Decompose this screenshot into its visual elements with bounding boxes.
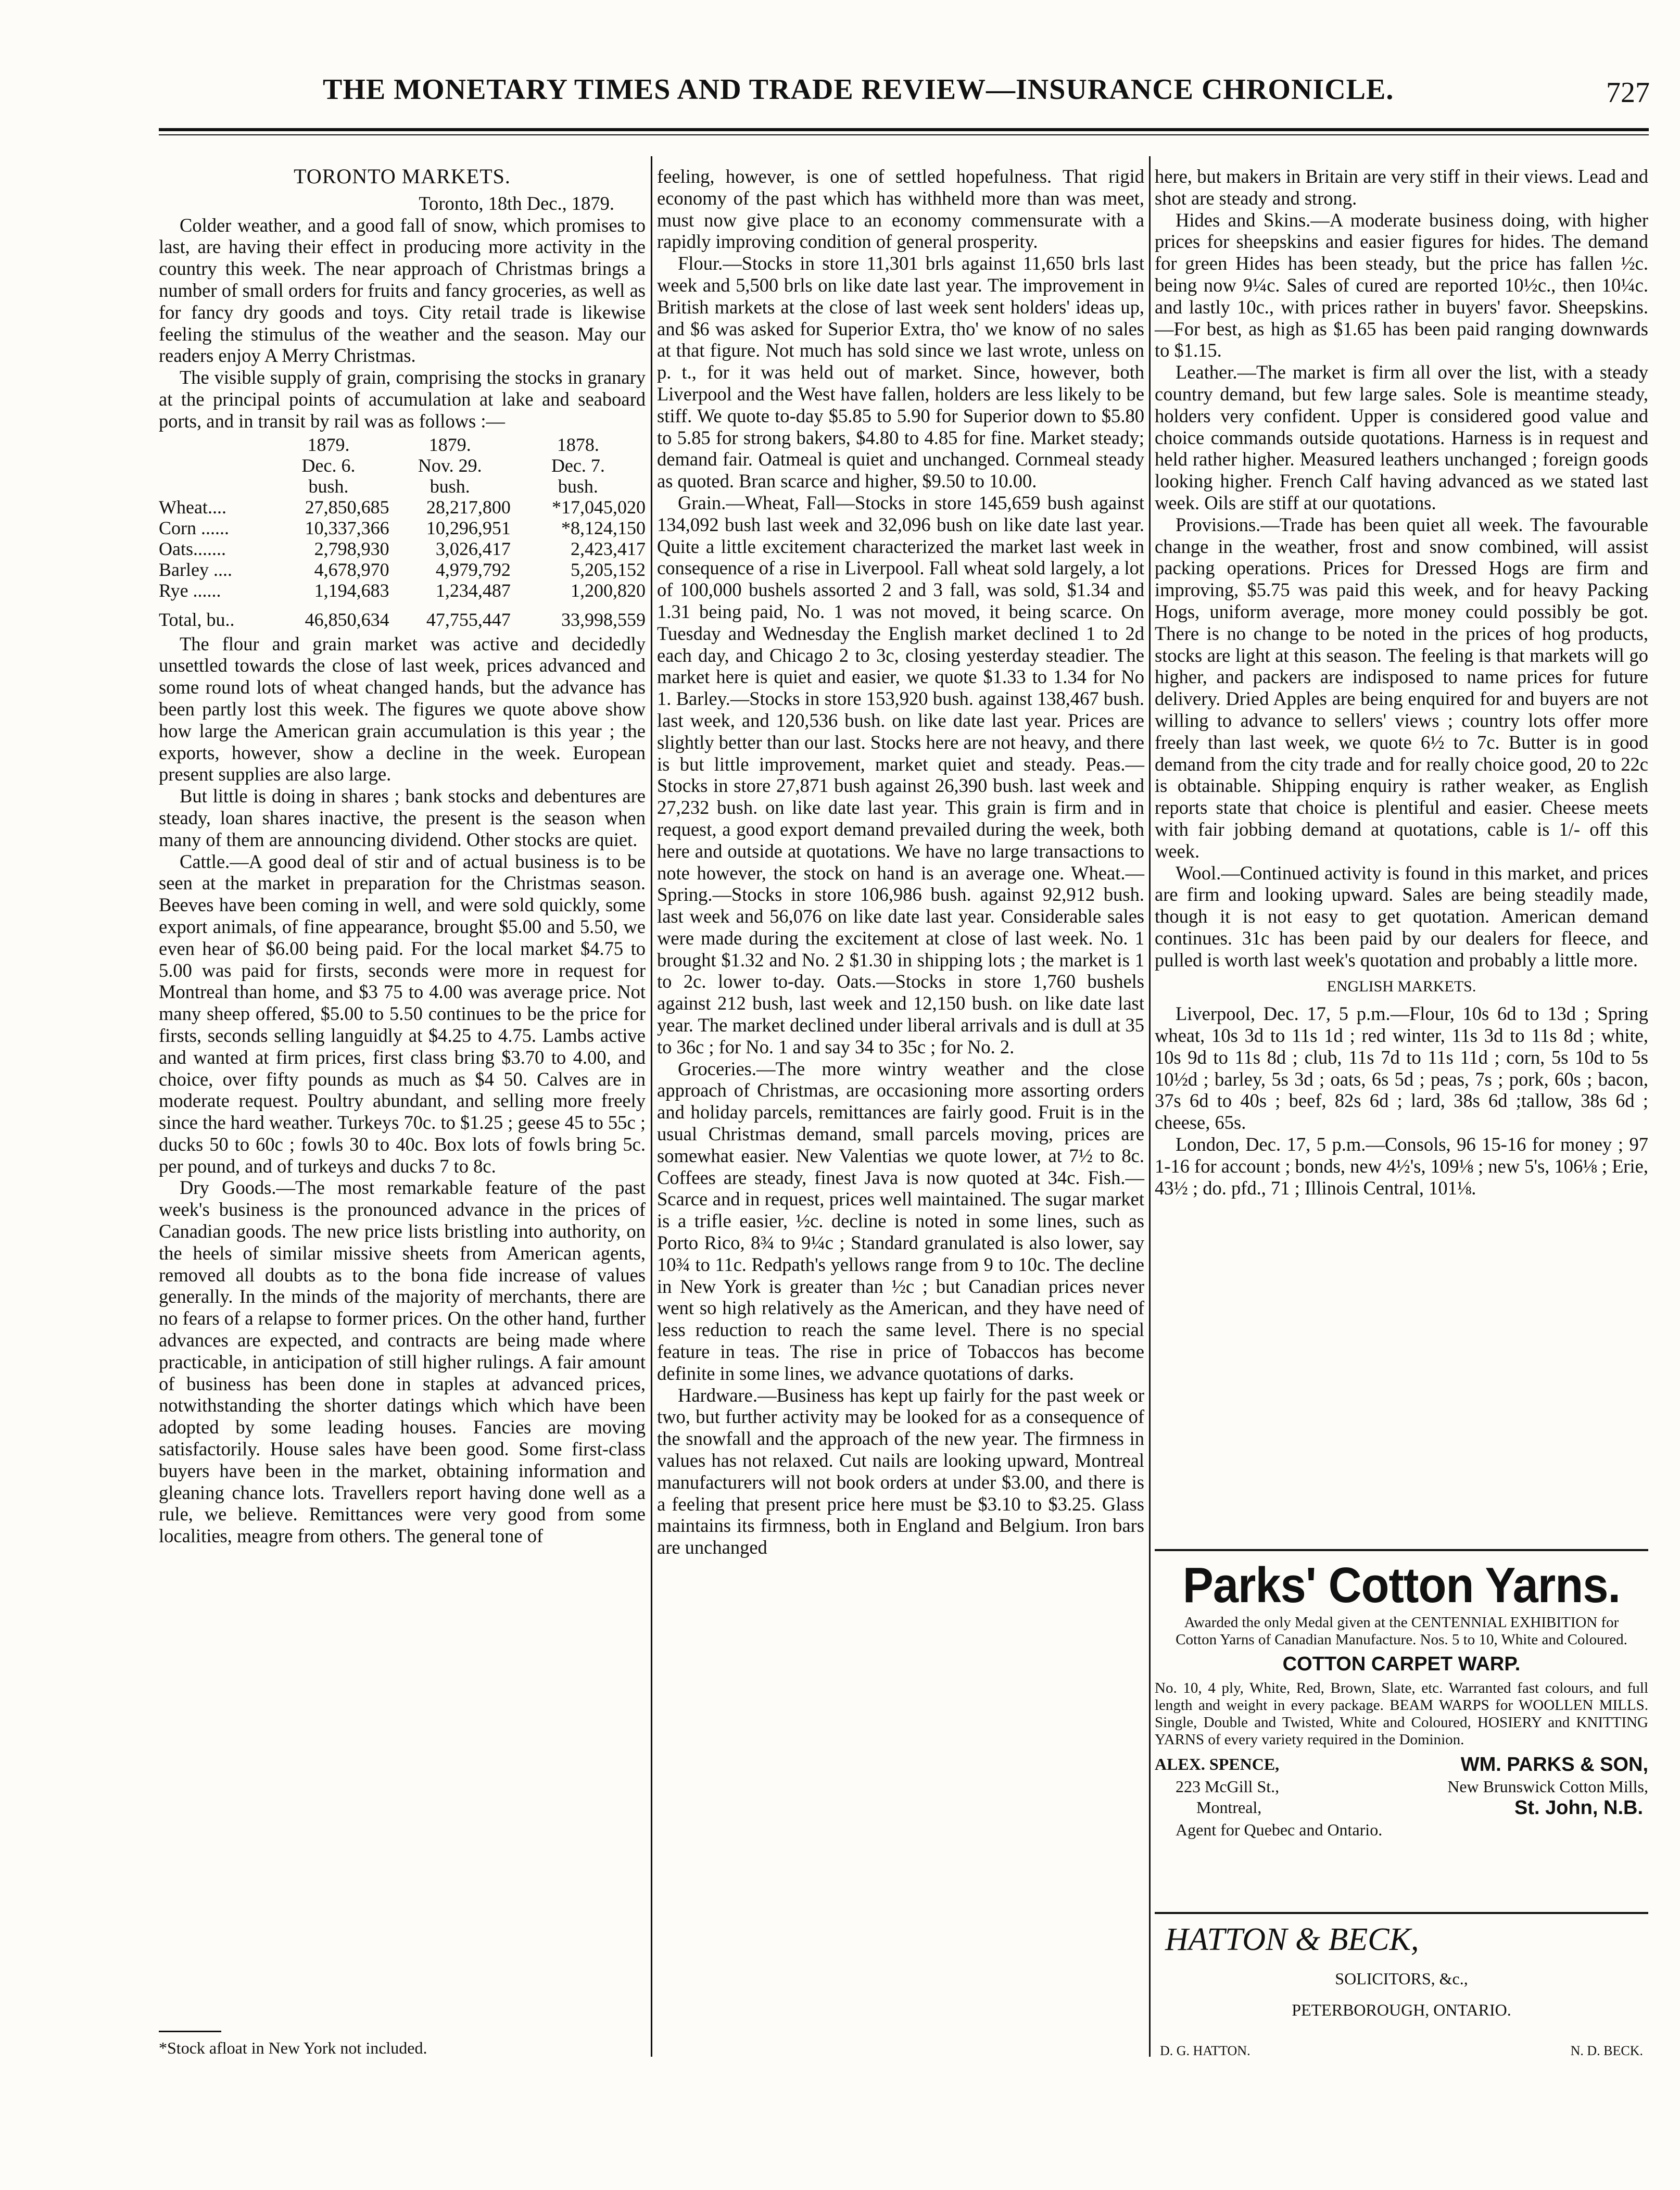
advertisement-parks (1155, 1557, 1648, 1840)
firm-name: HATTON & BECK, (1165, 1922, 1419, 1957)
article-paragraph: The flour and grain market was active and decidedly unsettled towards the close of last week, prices advanced and some round lots of wheat changed hands, but the advance has been partly lost this week. The figures we quote above show how large the American grain accumulation is this year ; the exports, however, show a decline in the week. European present supplies are also large. (159, 633, 646, 785)
grain-supply-table (159, 434, 646, 630)
table-header: Nov. 29. (418, 455, 482, 476)
table-row: Barley .... 4,678,970 4,979,792 5,205,152 (159, 559, 646, 580)
article-paragraph: Leather.—The market is firm all over the list, with a steady country demand, but few large sales. Sole is meantime steady, holders very confident. Upper is considered good value and choice commands outside quotations. Harness is in request and held rather higher. Measured leathers unchanged ; foreign goods looking higher. French Calf having advanced as we stated last week. Oils are stiff at our quotations. (1155, 361, 1648, 513)
article-paragraph: here, but makers in Britain are very stiff in their views. Lead and shot are steady and strong. (1155, 166, 1648, 209)
article-paragraph: Flour.—Stocks in store 11,301 brls against 11,650 brls last week and 5,500 brls on like date last year. The improvement in British markets at the close of last week sent holders' ideas up, and $6 was asked for Superior Extra, tho' we know of no sales at that figure. Not much has sold since we last wrote, unless on p. t., for it was held out of market. Since, however, both Liverpool and the West have fallen, holders are less likely to be stiff. We quote to-day $5.85 to 5.90 for Superior down to $5.80 to 5.85 for strong bakers, $4.80 to 4.85 for fine. Market steady; demand fair. Oatmeal is quiet and unchanged. Cornmeal steady as quoted. Bran scarce and higher, $9.50 to 10.00. (657, 253, 1144, 492)
column-1 (159, 166, 646, 1547)
ad-city: St. John, N.B. (1514, 1797, 1643, 1819)
article-paragraph: Provisions.—Trade has been quiet all week. The favourable change in the weather, frost and snow combined, will assist packing operations. Prices for Dressed Hogs are firm and improving, $5.75 was paid this week, and for heavy Packing Hogs, uniform average, more money could possibly be got. There is no change to be noted in the prices of hog products, stocks are light at this season. The feeling is that markets will go higher, and packers are indisposed to name prices for future delivery. Dried Apples are being enquired for and buyers are not willing to advance to sellers' views ; country lots offer more freely than last week, we quote 6½ to 7c. Butter is in good demand from the city trade and for really choice good, 20 to 22c is obtainable. Shipping enquiry is rather weaker, as English reports state that choice is plentiful and easier. Cheese meets with fair jobbing demand at quotations, cable is 1/- off this week. (1155, 513, 1648, 862)
table-header: 1878. (557, 434, 599, 455)
table-header: 1879. (428, 434, 471, 455)
article-paragraph: Liverpool, Dec. 17, 5 p.m.—Flour, 10s 6d to 13d ; Spring wheat, 10s 3d to 11s 1d ; red winter, 11s 3d to 11s 8d ; white, 10s 9d to 11s 8d ; club, 11s 7d to 11s 11d ; corn, 5s 10d to 5s 10½d ; barley, 5s 3d ; oats, 6s 5d ; peas, 7s ; pork, 60s ; bacon, 37s 6d to 40s ; beef, 82s 6d ; lard, 38s 6d ;tallow, 38s 6d ; cheese, 65s. (1155, 1003, 1648, 1134)
column-3 (1155, 166, 1648, 1199)
ad-agent-name: ALEX. SPENCE, (1155, 1755, 1280, 1773)
ad-company: WM. PARKS & SON, (1460, 1754, 1648, 1776)
ad-agent-address: 223 McGill St., (1176, 1777, 1280, 1796)
article-paragraph: London, Dec. 17, 5 p.m.—Consols, 96 15-16 for money ; 97 1-16 for account ; bonds, new 4½'s, 109⅛ ; new 5's, 106⅛ ; Erie, 43½ ; do. pfd., 71 ; Illinois Central, 101⅛. (1155, 1134, 1648, 1199)
article-paragraph: Hardware.—Business has kept up fairly for the past week or two, but further activity may be looked for as a consequence of the snowfall and the approach of the new year. The firmness in values has not relaxed. Cut nails are looking upward, Montreal manufacturers will not book orders at under $3.00, and there is a feeling that present price here must be $3.10 to $3.25. Glass maintains its firmness, both in England and Belgium. Iron bars are unchanged (657, 1384, 1144, 1558)
table-header: bush. (308, 475, 349, 497)
partner-name: D. G. HATTON. (1160, 2043, 1250, 2058)
dateline: Toronto, 18th Dec., 1879. (419, 192, 614, 214)
ad-agent-city: Montreal, (1196, 1798, 1262, 1817)
header-rule-thin (159, 134, 1649, 135)
column-2 (657, 166, 1144, 1558)
article-paragraph: Dry Goods.—The most remarkable feature of the past week's business is the pronounced advance in the prices of Canadian goods. The new price lists bristling into authority, on the heels of similar missive sheets from American agents, removed all doubts as to the bona fide increase of values generally. In the minds of the majority of merchants, there are no fears of a relapse to former prices. On the other hand, further advances are expected, and contracts are being made where practicable, in anticipation of still higher rulings. A fair amount of business has been done in staples at advanced prices, notwithstanding the shorter datings which which have been adopted by some leading houses. Fancies are moving satisfactorily. House sales have been good. Some first-class buyers have been in the market, obtaining information and gleaning chance lots. Travellers report having done well as a rule, we believe. Remittances were very good from some localities, meagre from others. The general tone of (159, 1177, 646, 1547)
article-paragraph: The visible supply of grain, comprising the stocks in granary at the principal points of accumulation at lake and seaboard ports, and in transit by rail was as follows :— (159, 367, 646, 432)
table-header: bush. (558, 475, 598, 497)
table-row: Wheat.... 27,850,685 28,217,800 *17,045,020 (159, 496, 646, 518)
table-header: Dec. 6. (301, 455, 356, 476)
article-paragraph: Cattle.—A good deal of stir and of actual business is to be seen at the market in preparation for the Christmas season. Beeves have been coming in well, and were sold quickly, some export animals, of fine appearance, brought $5.00 and 5.50, we even hear of $6.00 being paid. For the local market $4.75 to 5.00 was paid for firsts, seconds were more in request for Montreal than home, and $3 75 to 4.00 was average price. Not many sheep offered, $5.00 to 5.50 continues to be the price for firsts, seconds selling languidly at $4.25 to 4.75. Lambs active and wanted at firm prices, first class bring $3.70 to 4.00, and choice, over fifty pounds as much as $4 50. Calves are in moderate request. Poultry abundant, and selling more freely since the hard weather. Turkeys 70c. to $1.25 ; geese 45 to 55c ; ducks 50 to 60c ; fowls 30 to 40c. Box lots of fowls bring 5c. per pound, and of turkeys and ducks 7 to 8c. (159, 850, 646, 1177)
partner-name: N. D. BECK. (1570, 2043, 1643, 2058)
firm-role: SOLICITORS, &c., (1335, 1969, 1468, 1988)
ad-text: Awarded the only Medal given at the CENTENNIAL EXHIBITION for Cotton Yarns of Canadian Manufacture. Nos. 5 to 10, White and Coloured. (1176, 1614, 1627, 1648)
section-heading: ENGLISH MARKETS. (1327, 978, 1476, 996)
ad-row (1155, 1776, 1648, 1797)
ad-row (1155, 1797, 1648, 1819)
table-header: 1879. (307, 434, 350, 455)
ad-rule-top (1155, 1549, 1648, 1551)
firm-place: PETERBOROUGH, ONTARIO. (1292, 2000, 1511, 2019)
section-heading: TORONTO MARKETS. (294, 165, 511, 188)
ad-subtitle: COTTON CARPET WARP. (1282, 1653, 1521, 1675)
column-rule-1 (651, 156, 652, 2057)
page-number: 727 (1606, 77, 1650, 109)
ad-rule-middle (1155, 1912, 1648, 1914)
page-header (156, 73, 1676, 130)
advertisement-hatton-beck (1155, 1921, 1648, 2059)
ad-agent-note: Agent for Quebec and Ontario. (1176, 1820, 1383, 1839)
article-paragraph: Groceries.—The more wintry weather and the close approach of Christmas, are occasioning more assorting orders and holiday parcels, remittances are fairly good. Fruit is in the usual Christmas demand, small parcels moving, prices are somewhat easier. New Valentias we quote lower, at 7½ to 8c. Coffees are steady, finest Java is now quoted at 34c. Fish.—Scarce and in request, prices well maintained. The sugar market is a trifle easier, ½c. decline is noted in some lines, such as Porto Rico, 8¾ to 9¼c ; Standard granulated is also lower, say 10¾ to 11c. Redpath's yellows range from 9 to 10c. The decline in New York is greater than ½c ; but Canadian prices never went so high relatively as the American, and they have need of less reduction to reach the same level. There is no special feature in teas. The rise in price of Tobaccos has become definite in some lines, we advance quotations of darks. (657, 1058, 1144, 1384)
footnote-rule (159, 2031, 221, 2032)
article-paragraph: Colder weather, and a good fall of snow, which promises to last, are having their effect in producing more activity in the country this week. The near approach of Christmas brings a number of small orders for fruits and fancy groceries, as well as for fancy dry goods and toys. City retail trade is likewise feeling the stimulus of the weather and the season. May our readers enjoy A Merry Christmas. (159, 214, 646, 367)
ad-mill: New Brunswick Cotton Mills, (1447, 1777, 1648, 1796)
column-rule-2 (1149, 156, 1151, 2057)
table-row: Rye ...... 1,194,683 1,234,487 1,200,820 (159, 580, 646, 601)
ad-title: Parks' Cotton Yarns. (1182, 1557, 1621, 1613)
table-row: Oats....... 2,798,930 3,026,417 2,423,417 (159, 538, 646, 559)
article-paragraph: But little is doing in shares ; bank stocks and debentures are steady, loan shares inactive, the present is the season when many of them are announcing dividend. Other stocks are quiet. (159, 785, 646, 850)
running-title: THE MONETARY TIMES AND TRADE REVIEW—INSURANCE CHRONICLE. (323, 73, 1394, 106)
table-row: Corn ...... 10,337,366 10,296,951 *8,124,150 (159, 517, 646, 538)
ad-text: No. 10, 4 ply, White, Red, Brown, Slate, etc. Warranted fast colours, and full length and weight in every package. BEAM WARPS for WOOLLEN MILLS. Single, Double and Twisted, White and Coloured, HOSIERY and KNITTING YARNS of every variety required in the Dominion. (1155, 1680, 1648, 1748)
table-header: Dec. 7. (551, 455, 605, 476)
article-paragraph: Grain.—Wheat, Fall—Stocks in store 145,659 bush against 134,092 bush last week and 32,096 bush on like date last year. Quite a little excitement characterized the market last week in consequence of a rise in Liverpool. Fall wheat sold largely, a lot of 100,000 bushels assorted 2 and 3 fall, was sold, $1.34 and 1.31 being paid, No. 1 was not moved, it being scarce. On Tuesday and Wednesday the English market declined 1 to 2d each day, and Chicago 2 to 3c, closing yesterday steadier. The market here is quiet and easier, we quote $1.33 to 1.34 for No 1. Barley.—Stocks in store 153,920 bush. against 138,467 bush. last week, and 120,536 bush. on like date last year. Prices are slightly better than our last. Stocks here are not heavy, and there is but little improvement, market quiet and steady. Peas.—Stocks in store 27,871 bush against 26,390 bush. last week and 27,232 bush. on like date last year. This grain is firm and in request, a good export demand prevailed during the week, both here and outside at quotations. We have no large transactions to note however, the stock on hand is an average one. Wheat.—Spring.—Stocks in store 106,986 bush. against 92,912 bush. last week and 56,076 on like date last year. Considerable sales were made during the excitement at close of last week. No. 1 brought $1.32 and No. 2 $1.30 in shipping lots ; the market is 1 to 2c. lower to-day. Oats.—Stocks in store 1,760 bushels against 212 bush, last week and 12,150 bush. on like date last year. The market declined under liberal arrivals and is dull at 35 to 36c ; for No. 1 and say 34 to 35c ; for No. 2. (657, 492, 1144, 1058)
table-total-row: Total, bu.. 46,850,634 47,755,447 33,998,559 (159, 609, 646, 630)
article-paragraph: Wool.—Continued activity is found in this market, and prices are firm and looking upward. Sales are being steadily made, though it is not easy to get quotation. American demand continues. 31c has been paid by our dealers for fleece, and pulled is worth last week's quotation and probably a little more. (1155, 862, 1648, 971)
article-paragraph: feeling, however, is one of settled hopefulness. That rigid economy of the past which has withheld more than was meet, must now give place to an economy commensurate with a rapidly improving condition of general prosperity. (657, 166, 1144, 253)
footnote: *Stock afloat in New York not included. (159, 2038, 427, 2057)
partners-row (1155, 2043, 1648, 2059)
article-paragraph: Hides and Skins.—A moderate business doing, with higher prices for sheepskins and easier figures for hides. The demand for green Hides has been steady, but the price has fallen ½c. being now 9¼c. Sales of cured are reported 10½c., then 10¼c. and lastly 10c., with prices rather in buyers' favor. Sheepskins.—For best, as high as $1.65 has been paid ranging downwards to $1.15. (1155, 209, 1648, 361)
table-header: bush. (430, 475, 470, 497)
ad-row (1155, 1754, 1648, 1776)
header-rule-thick (159, 128, 1649, 131)
